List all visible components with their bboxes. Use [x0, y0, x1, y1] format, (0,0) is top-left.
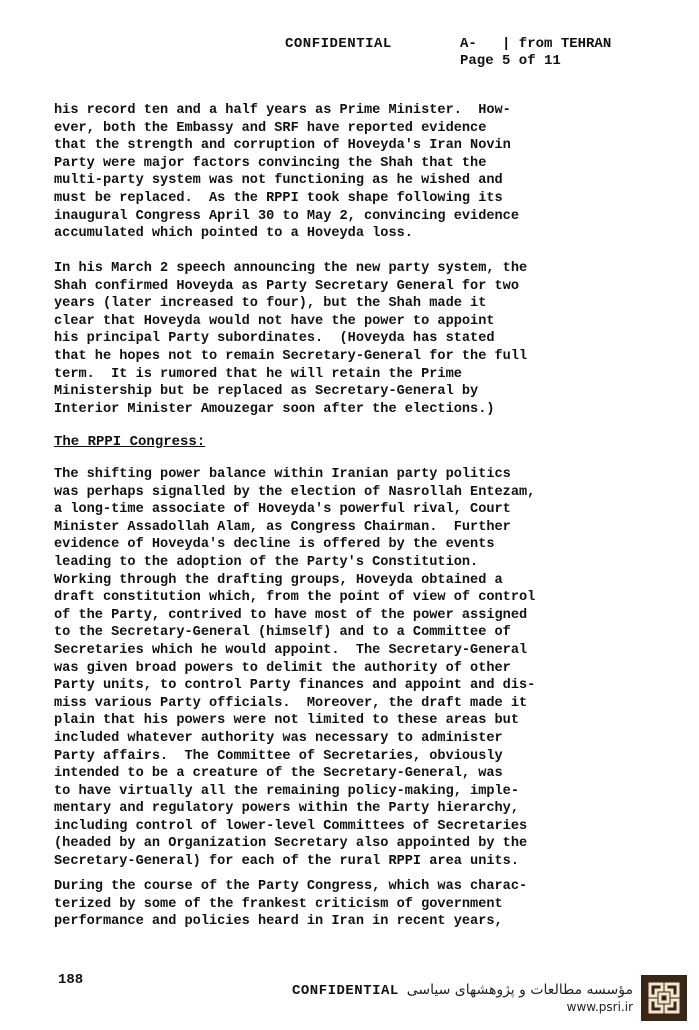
footer-classification: CONFIDENTIAL: [292, 983, 399, 999]
page-number: 188: [58, 972, 84, 988]
header-reference: [460, 36, 611, 70]
watermark: [407, 972, 687, 1024]
paragraph-3: The shifting power balance within Iranian party politics was perhaps signalled by the election of Nasrollah Entezam, a long-time associate of Hoveyda's powerful rival, Court Minister Assadollah Alam, as Congress Chairman. Further evidence of Hoveyda's decline is offered by the events leading to the adoption of the Party's Constitution. Working through the drafting groups, Hoveyda obtained a draft constitution which, from the point of view of control of the Party, contrived to have most of the power assigned to the Secretary-General (himself) and to a Committee of Secretaries which he would appoint. The Secretary-General was given broad powers to delimit the authority of other Party units, to control Party finances and appoint and dis- miss various Party officials. Moreover, the draft made it plain that his powers were not limited to these areas but included whatever authority was necessary to administer Party affairs. The Committee of Secretaries, obviously intended to be a creature of the Secretary-General, was to have virtually all the remaining policy-making, imple- mentary and regulatory powers within the Party hierarchy, including control of lower-level Committees of Secretaries (headed by an Organization Secretary also appointed by the Secretary-General) for each of the rural RPPI area units.: [54, 467, 536, 870]
paragraph-4: During the course of the Party Congress, which was charac- terized by some of the frankest criticism of government performance and policies heard in Iran in recent years,: [54, 879, 528, 930]
paragraph-1: his record ten and a half years as Prime Minister. How- ever, both the Embassy and SRF have reported evidence that the strength and corruption of Hoveyda's Iran Novin Party were major factors convincing the Shah that the multi-party system was not functioning as he wished and must be replaced. As the RPPI took shape following its inaugural Congress April 30 to May 2, convincing evidence accumulated which pointed to a Hoveyda loss.: [54, 103, 519, 242]
section-heading: The RPPI Congress:: [54, 434, 206, 450]
header-page-indicator: Page 5 of 11: [460, 53, 561, 69]
watermark-org-name: مؤسسه مطالعات و پژوهشهای سیاسی: [406, 982, 633, 998]
logo-pattern-icon: [645, 979, 683, 1017]
header-classification: CONFIDENTIAL: [285, 36, 392, 52]
watermark-text: [407, 982, 633, 1014]
logo-icon: [641, 975, 687, 1021]
paragraph-2: In his March 2 speech announcing the new party system, the Shah confirmed Hoveyda as Party Secretary General for two years (later increased to four), but the Shah made it clear that Hoveyda would not have the power to appoint his principal Party subordinates. (Hoveyda has stated that he hopes not to remain Secretary-General for the full term. It is rumored that he will retain the Prime Ministership but be replaced as Secretary-General by Interior Minister Amouzegar soon after the elections.): [54, 261, 528, 417]
header-reference-line1: A- | from TEHRAN: [460, 36, 612, 52]
watermark-url: www.psri.ir: [566, 1000, 633, 1014]
